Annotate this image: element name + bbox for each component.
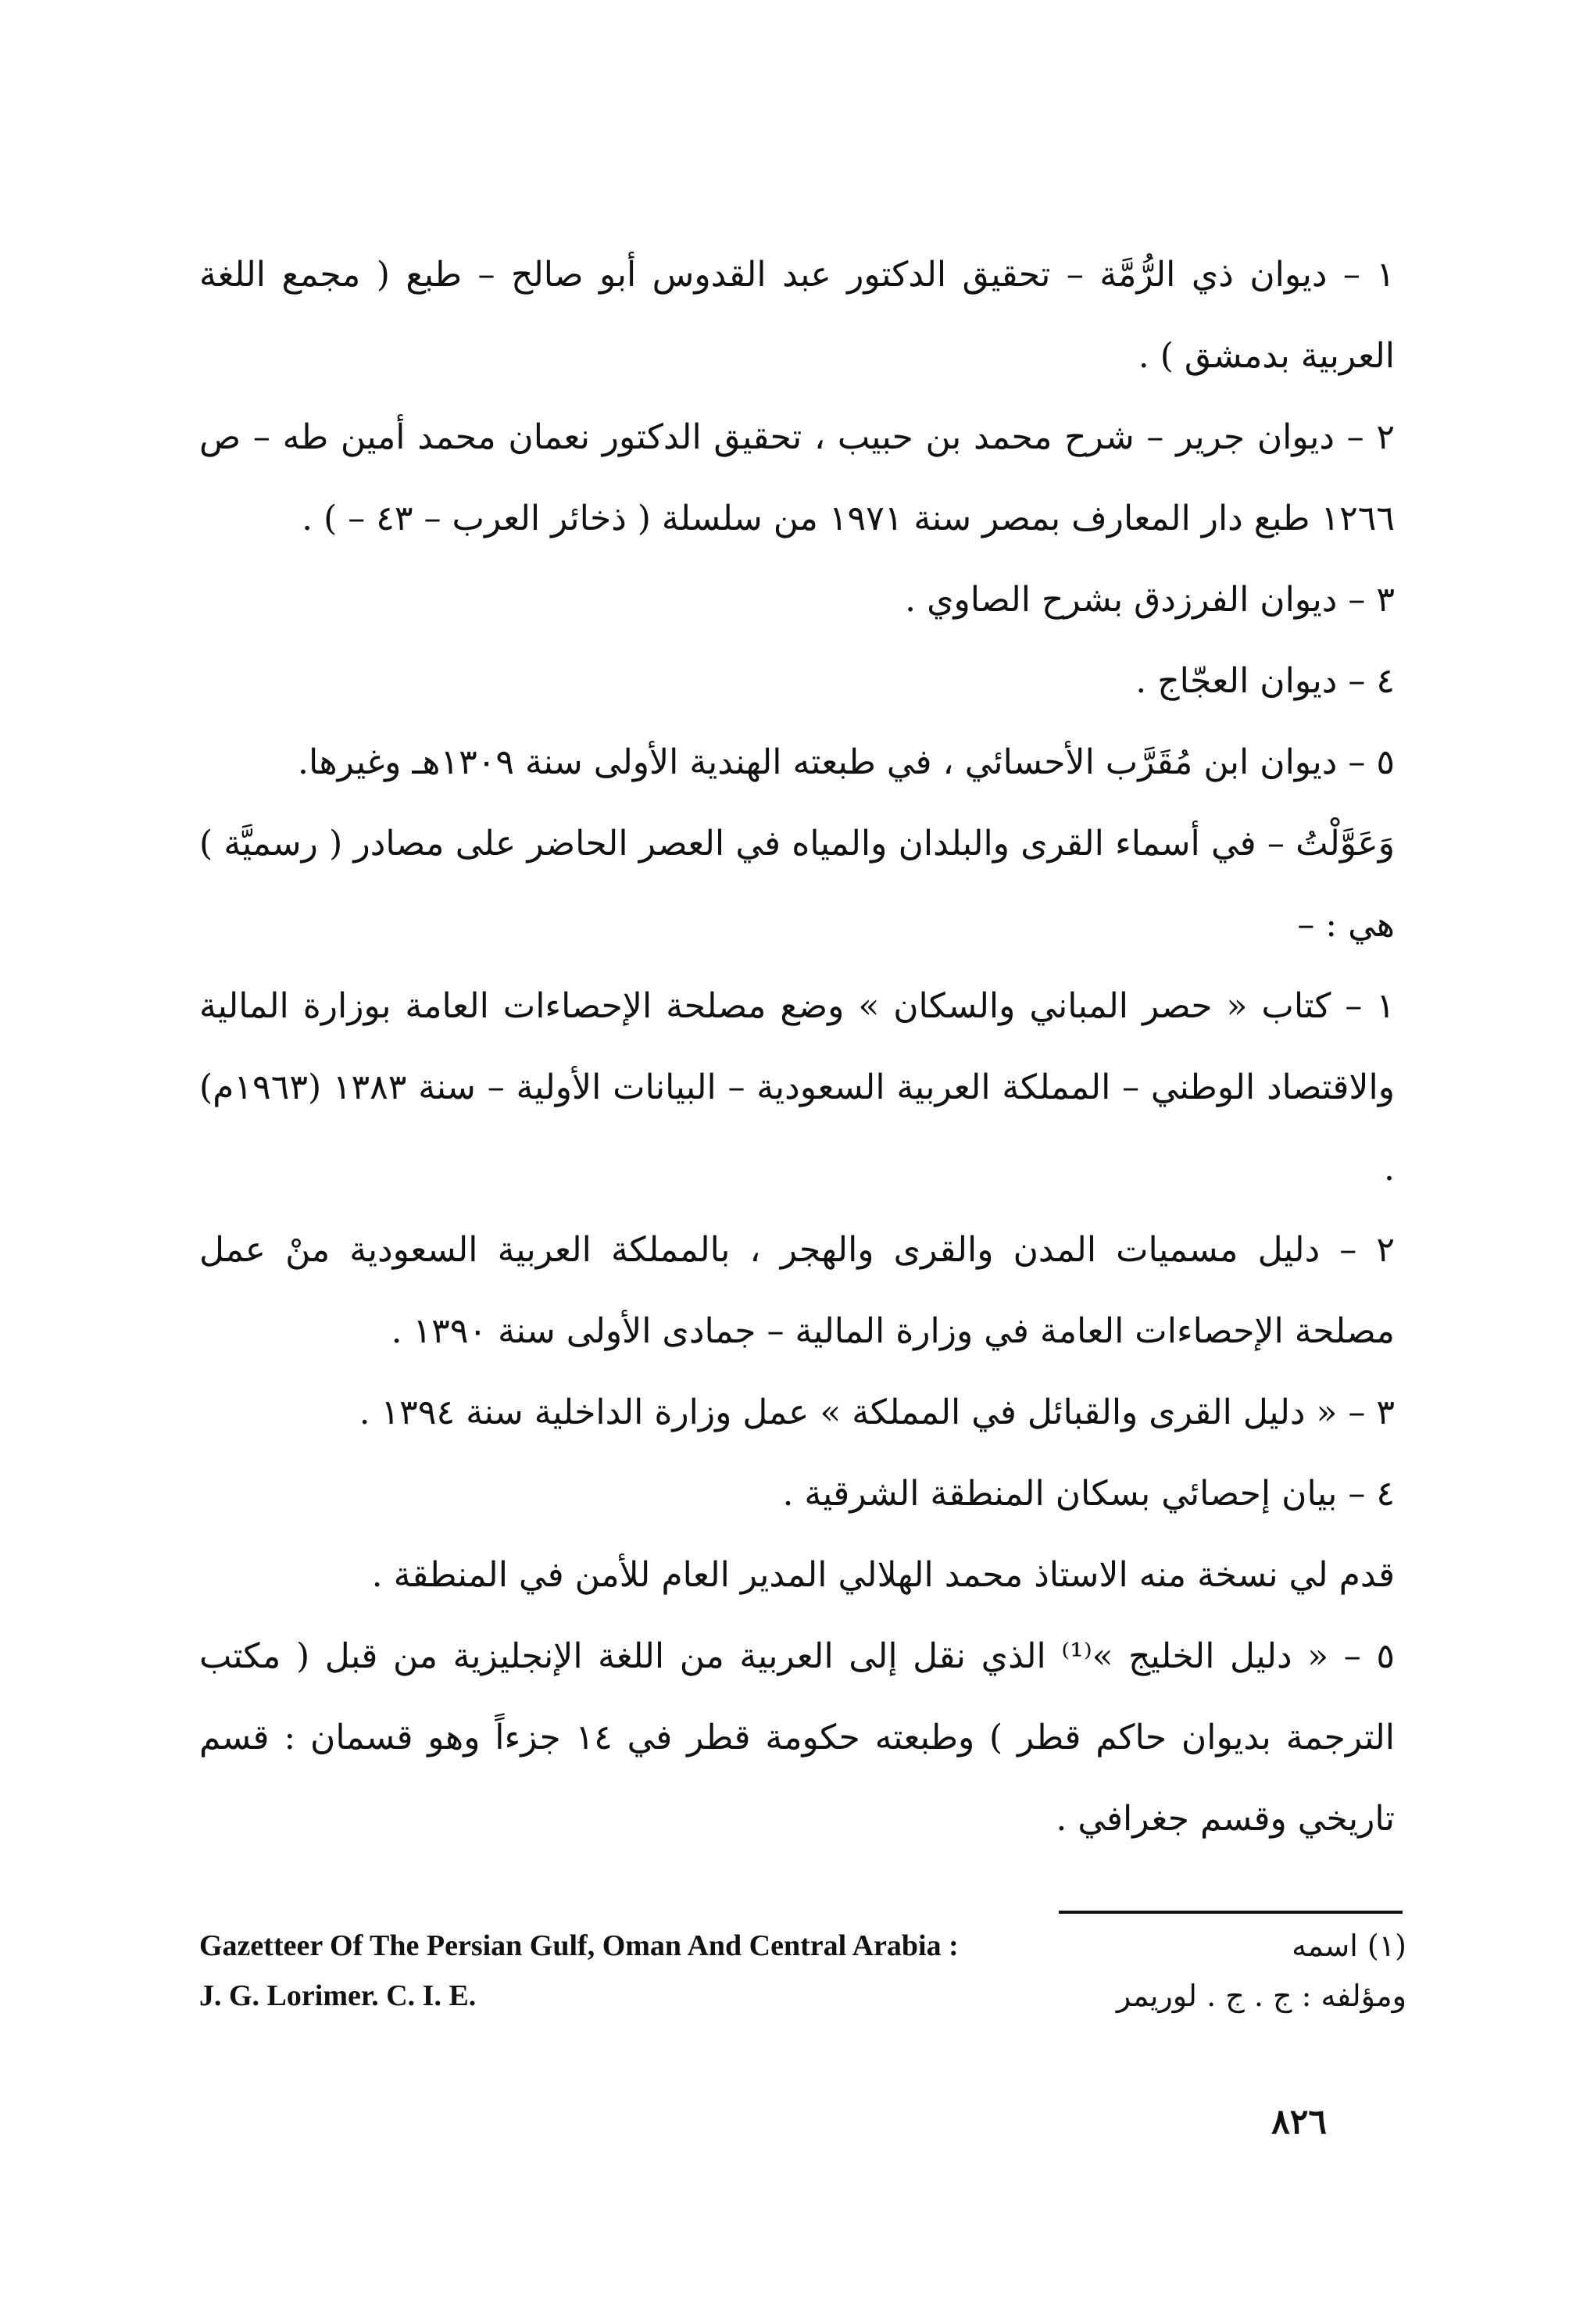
footnote-divider — [1059, 1911, 1403, 1914]
intro-official-sources: وَعَوَّلْتُ – في أسماء القرى والبلدان والمياه في العصر الحاضر على مصادر ( رسميَّة ) هي : – — [199, 824, 1395, 945]
footnote-line-2 — [199, 1979, 1406, 2018]
list-item-diwan-al-farazdaq: ٣ – ديوان الفرزدق بشرح الصاوي . — [905, 580, 1395, 620]
page-number: ٨٢٦ — [1271, 2102, 1327, 2142]
list-item-census-book: ١ – كتاب « حصر المباني والسكان » وضع مصلحة الإحصاءات العامة بوزارة المالية والاقتصاد الوطني – المملكة العربية السعودية – البيانات الأولية – سنة ١٣٨٣ (١٩٦٣م) . — [199, 986, 1395, 1189]
list-item-diwan-ibn-muqarrab: ٥ – ديوان ابن مُقَرَّب الأحسائي ، في طبعته الهندية الأولى سنة ١٣٠٩هـ وغيرها. — [297, 742, 1395, 782]
list-item-names-guide: ٢ – دليل مسميات المدن والقرى والهجر ، بالمملكة العربية السعودية منْ عمل مصلحة الإحصاءات العامة في وزارة المالية – جمادى الأولى سنة ١٣٩٠ . — [199, 1230, 1395, 1351]
footnote-arabic-label: (١) اسمه — [1292, 1929, 1406, 1963]
list-item-diwan-dhi-al-rumma: ١ – ديوان ذي الرُّمَّة – تحقيق الدكتور عبد القدوس أبو صالح – طبع ( مجمع اللغة العربية بدمشق ) . — [199, 255, 1395, 376]
footnote-latin-author: J. G. Lorimer. C. I. E. — [199, 1979, 477, 2012]
footnote-arabic-author: ومؤلفه : ج . ج . لوريمر — [1116, 1979, 1406, 2013]
list-item-gulf-gazetteer: ٥ – « دليل الخليج »⁽¹⁾ الذي نقل إلى العربية من اللغة الإنجليزية من قبل ( مكتب الترجمة بديوان حاكم قطر ) وطبعته حكومة قطر في ١٤ جزءاً وهو قسمان : قسم تاريخي وقسم جغرافي . — [199, 1636, 1396, 1839]
list-item-diwan-jarir: ٢ – ديوان جرير – شرح محمد بن حبيب ، تحقيق الدكتور نعمان محمد أمين طه – ص ١٢٦٦ طبع دار المعارف بمصر سنة ١٩٧١ من سلسلة ( ذخائر العرب – ٤٣ – ) . — [199, 417, 1395, 538]
body-text — [199, 234, 1395, 1860]
list-item-eastern-province-statement: ٤ – بيان إحصائي بسكان المنطقة الشرقية . — [782, 1474, 1395, 1514]
list-item-diwan-al-ajjaj: ٤ – ديوان العجّاج . — [1135, 661, 1395, 701]
list-item-villages-tribes-guide: ٣ – « دليل القرى والقبائل في المملكة » عمل وزارة الداخلية سنة ١٣٩٤ . — [359, 1393, 1395, 1432]
footnote-line-1 — [199, 1929, 1406, 1968]
note-copy-provided: قدم لي نسخة منه الاستاذ محمد الهلالي المدير العام للأمن في المنطقة . — [371, 1555, 1395, 1595]
footnote-latin-title: Gazetteer Of The Persian Gulf, Oman And Central Arabia : — [199, 1929, 959, 1962]
